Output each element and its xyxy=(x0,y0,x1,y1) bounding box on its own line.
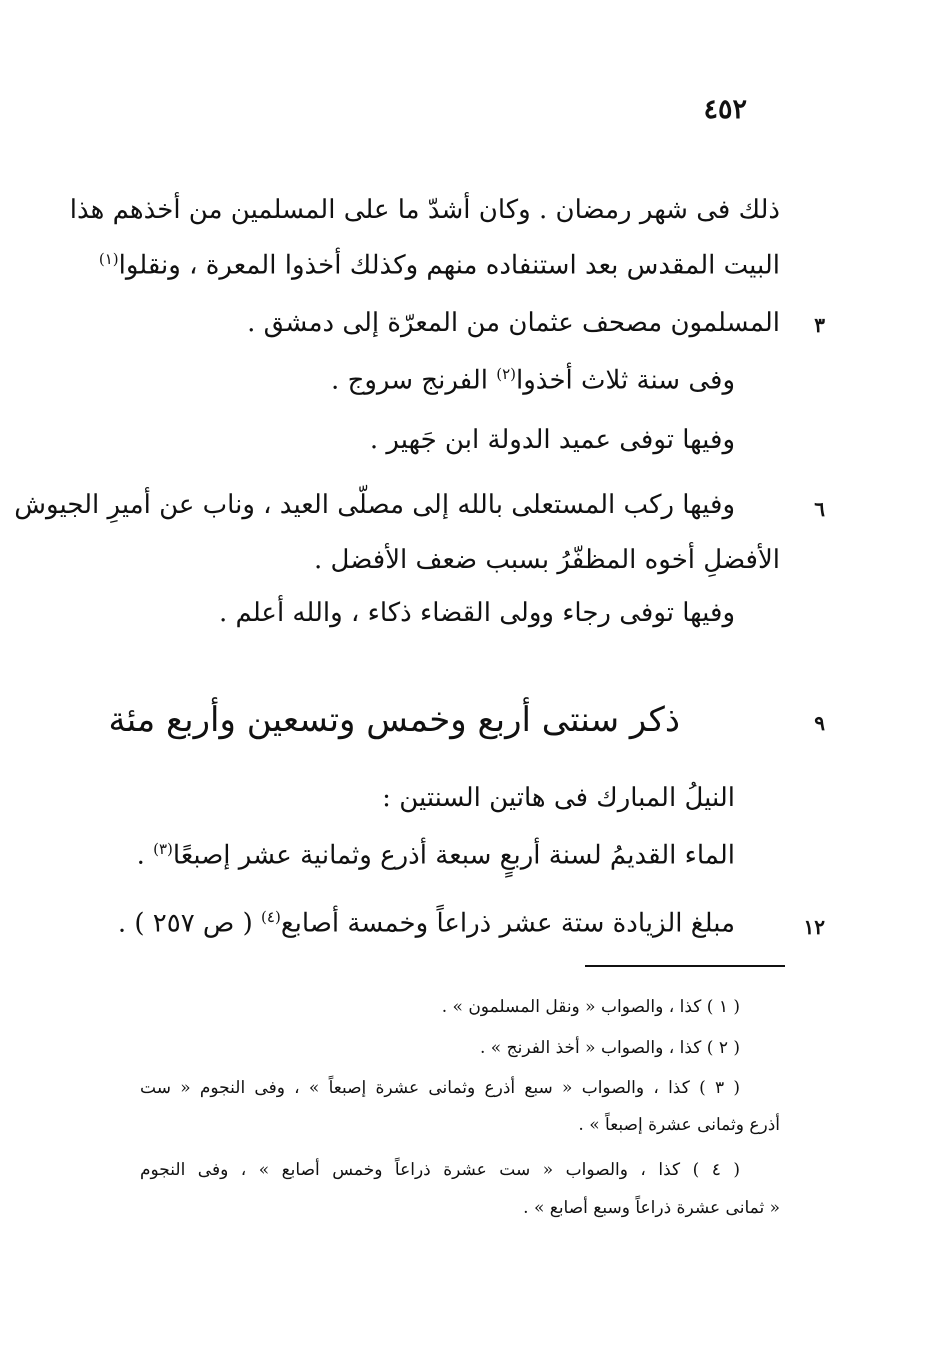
line-number-3: ٣ xyxy=(814,313,825,337)
text-line-8: وفيها توفى رجاء وولى القضاء ذكاء ، والله أعلم . xyxy=(218,598,735,628)
text-line-3: المسلمون مصحف عثمان من المعرّة إلى دمشق . xyxy=(247,308,780,338)
text-line-10-b: . xyxy=(136,840,154,871)
footnote-ref-1: (١) xyxy=(98,250,119,268)
text-line-7: الأفضلِ أخوه المظفّرُ بسبب ضعف الأفضل . xyxy=(314,545,780,575)
text-line-11-b: ( ص ٢٥٧ ) . xyxy=(117,908,262,939)
line-number-9: ٩ xyxy=(814,711,825,735)
footnote-4-line-2: « ثمانى عشرة ذراعاً وسبع أصابع » . xyxy=(523,1198,780,1218)
text-line-4-a: وفى سنة ثلاث أخذوا xyxy=(516,365,735,396)
text-line-10-a: الماء القديمُ لسنة أربعٍ سبعة أذرع وثمانية عشر إصبعًا xyxy=(172,840,735,871)
line-number-12: ١٢ xyxy=(803,915,825,939)
section-heading: ذكر سنتى أربع وخمس وتسعين وأربع مئة xyxy=(108,700,680,740)
text-line-6: وفيها ركب المستعلى بالله إلى مصلّى العيد ، وناب عن أميرِ الجيوش xyxy=(14,490,735,520)
text-line-4 xyxy=(331,365,735,396)
footnote-3-line-2: أذرع وثمانى عشرة إصبعاً » . xyxy=(578,1115,780,1135)
footnote-3-line-1: ( ٣ ) كذا ، والصواب « سبع أذرع وثمانى عشرة إصبعاً » ، وفى النجوم « ست xyxy=(140,1078,740,1098)
text-line-11-a: مبلغ الزيادة ستة عشر ذراعاً وخمسة أصابع xyxy=(280,908,735,939)
text-line-5: وفيها توفى عميد الدولة ابن جَهير . xyxy=(369,425,735,455)
page-number: ٤٥٢ xyxy=(703,94,747,125)
line-number-6: ٦ xyxy=(814,497,825,521)
text-line-4-b: الفرنج سروج . xyxy=(331,365,497,396)
footnote-ref-3: (٣) xyxy=(153,840,173,858)
footnote-ref-4: (٤) xyxy=(261,908,281,926)
text-line-2 xyxy=(98,250,780,281)
footnote-1: ( ١ ) كذا ، والصواب « ونقل المسلمون » . xyxy=(441,997,740,1017)
footnote-ref-2: (٢) xyxy=(496,365,517,383)
text-line-10 xyxy=(137,840,735,871)
footnote-divider xyxy=(585,965,785,967)
footnote-2: ( ٢ ) كذا ، والصواب « أخذ الفرنج » . xyxy=(480,1038,740,1058)
text-line-1: ذلك فى شهر رمضان . وكان أشدّ ما على المسلمين من أخذهم هذا xyxy=(69,195,780,225)
footnote-4-line-1: ( ٤ ) كذا ، والصواب « ست عشرة ذراعاً وخمس أصابع » ، وفى النجوم xyxy=(140,1160,740,1180)
text-line-9: النيلُ المبارك فى هاتين السنتين : xyxy=(382,783,735,813)
text-line-11 xyxy=(118,908,735,939)
text-line-2-body: البيت المقدس بعد استنفاده منهم وكذلك أخذوا المعرة ، ونقلوا xyxy=(118,250,780,281)
